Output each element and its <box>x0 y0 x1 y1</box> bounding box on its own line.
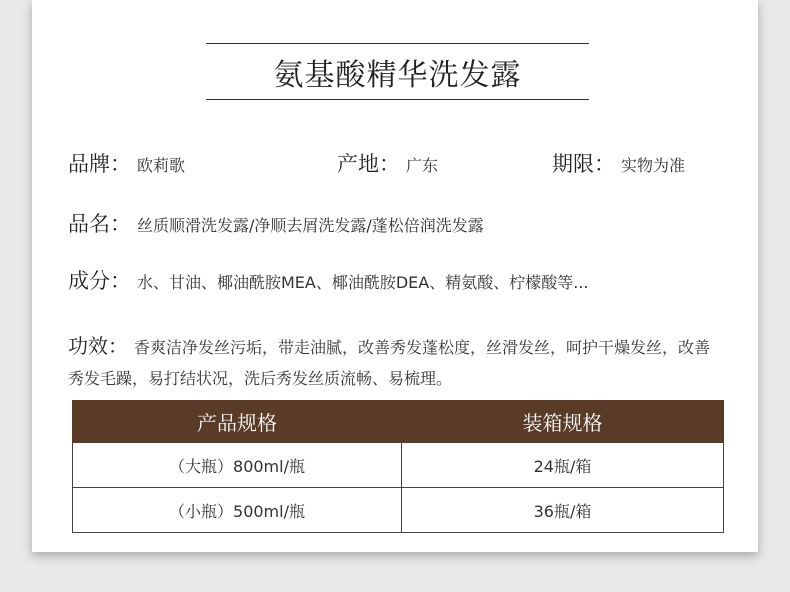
ingredients-colon: ： <box>110 269 131 293</box>
title-frame <box>206 43 589 100</box>
table-cell-packing-spec: 24瓶/箱 <box>402 443 724 488</box>
ingredients-label: 成分 <box>68 269 110 293</box>
origin-colon: ： <box>379 152 400 176</box>
table-header-packing-spec: 装箱规格 <box>402 401 724 443</box>
effect-value: 香爽洁净发丝污垢，带走油腻，改善秀发蓬松度，丝滑发丝，呵护干燥发丝，改善秀发毛躁，易打结状况，洗后秀发丝质流畅、易梳理。 <box>68 338 711 388</box>
product-info-card <box>32 0 758 552</box>
shelf-life-value: 实物为准 <box>621 156 686 175</box>
shelf-life-row <box>552 148 685 178</box>
product-name-value: 丝质顺滑洗发露/净顺去屑洗发露/蓬松倍润洗发露 <box>137 216 484 235</box>
product-name-label: 品名 <box>68 212 110 236</box>
brand-colon: ： <box>110 152 131 176</box>
page-title: 氨基酸精华洗发露 <box>273 57 522 93</box>
brand-label: 品牌 <box>68 152 110 176</box>
origin-value: 广东 <box>406 156 439 175</box>
spec-table <box>72 400 724 533</box>
effect-label: 功效 <box>68 334 108 358</box>
table-cell-product-spec: （小瓶）500ml/瓶 <box>73 488 402 533</box>
origin-row <box>337 148 438 178</box>
table-cell-packing-spec: 36瓶/箱 <box>402 488 724 533</box>
table-row <box>73 443 724 488</box>
ingredients-value: 水、甘油、椰油酰胺MEA、椰油酰胺DEA、精氨酸、柠檬酸等... <box>137 273 589 292</box>
shelf-life-colon: ： <box>594 152 615 176</box>
table-header-product-spec: 产品规格 <box>73 401 402 443</box>
table-header-row <box>73 401 724 443</box>
effect-colon: ： <box>108 334 128 358</box>
brand-value: 欧莉歌 <box>137 156 186 175</box>
product-name-colon: ： <box>110 212 131 236</box>
table-row <box>73 488 724 533</box>
product-name-row <box>68 208 484 238</box>
effect-paragraph <box>68 331 718 394</box>
origin-label: 产地 <box>337 152 379 176</box>
ingredients-row <box>68 265 589 295</box>
shelf-life-label: 期限 <box>552 152 594 176</box>
brand-row <box>68 148 185 178</box>
table-cell-product-spec: （大瓶）800ml/瓶 <box>73 443 402 488</box>
